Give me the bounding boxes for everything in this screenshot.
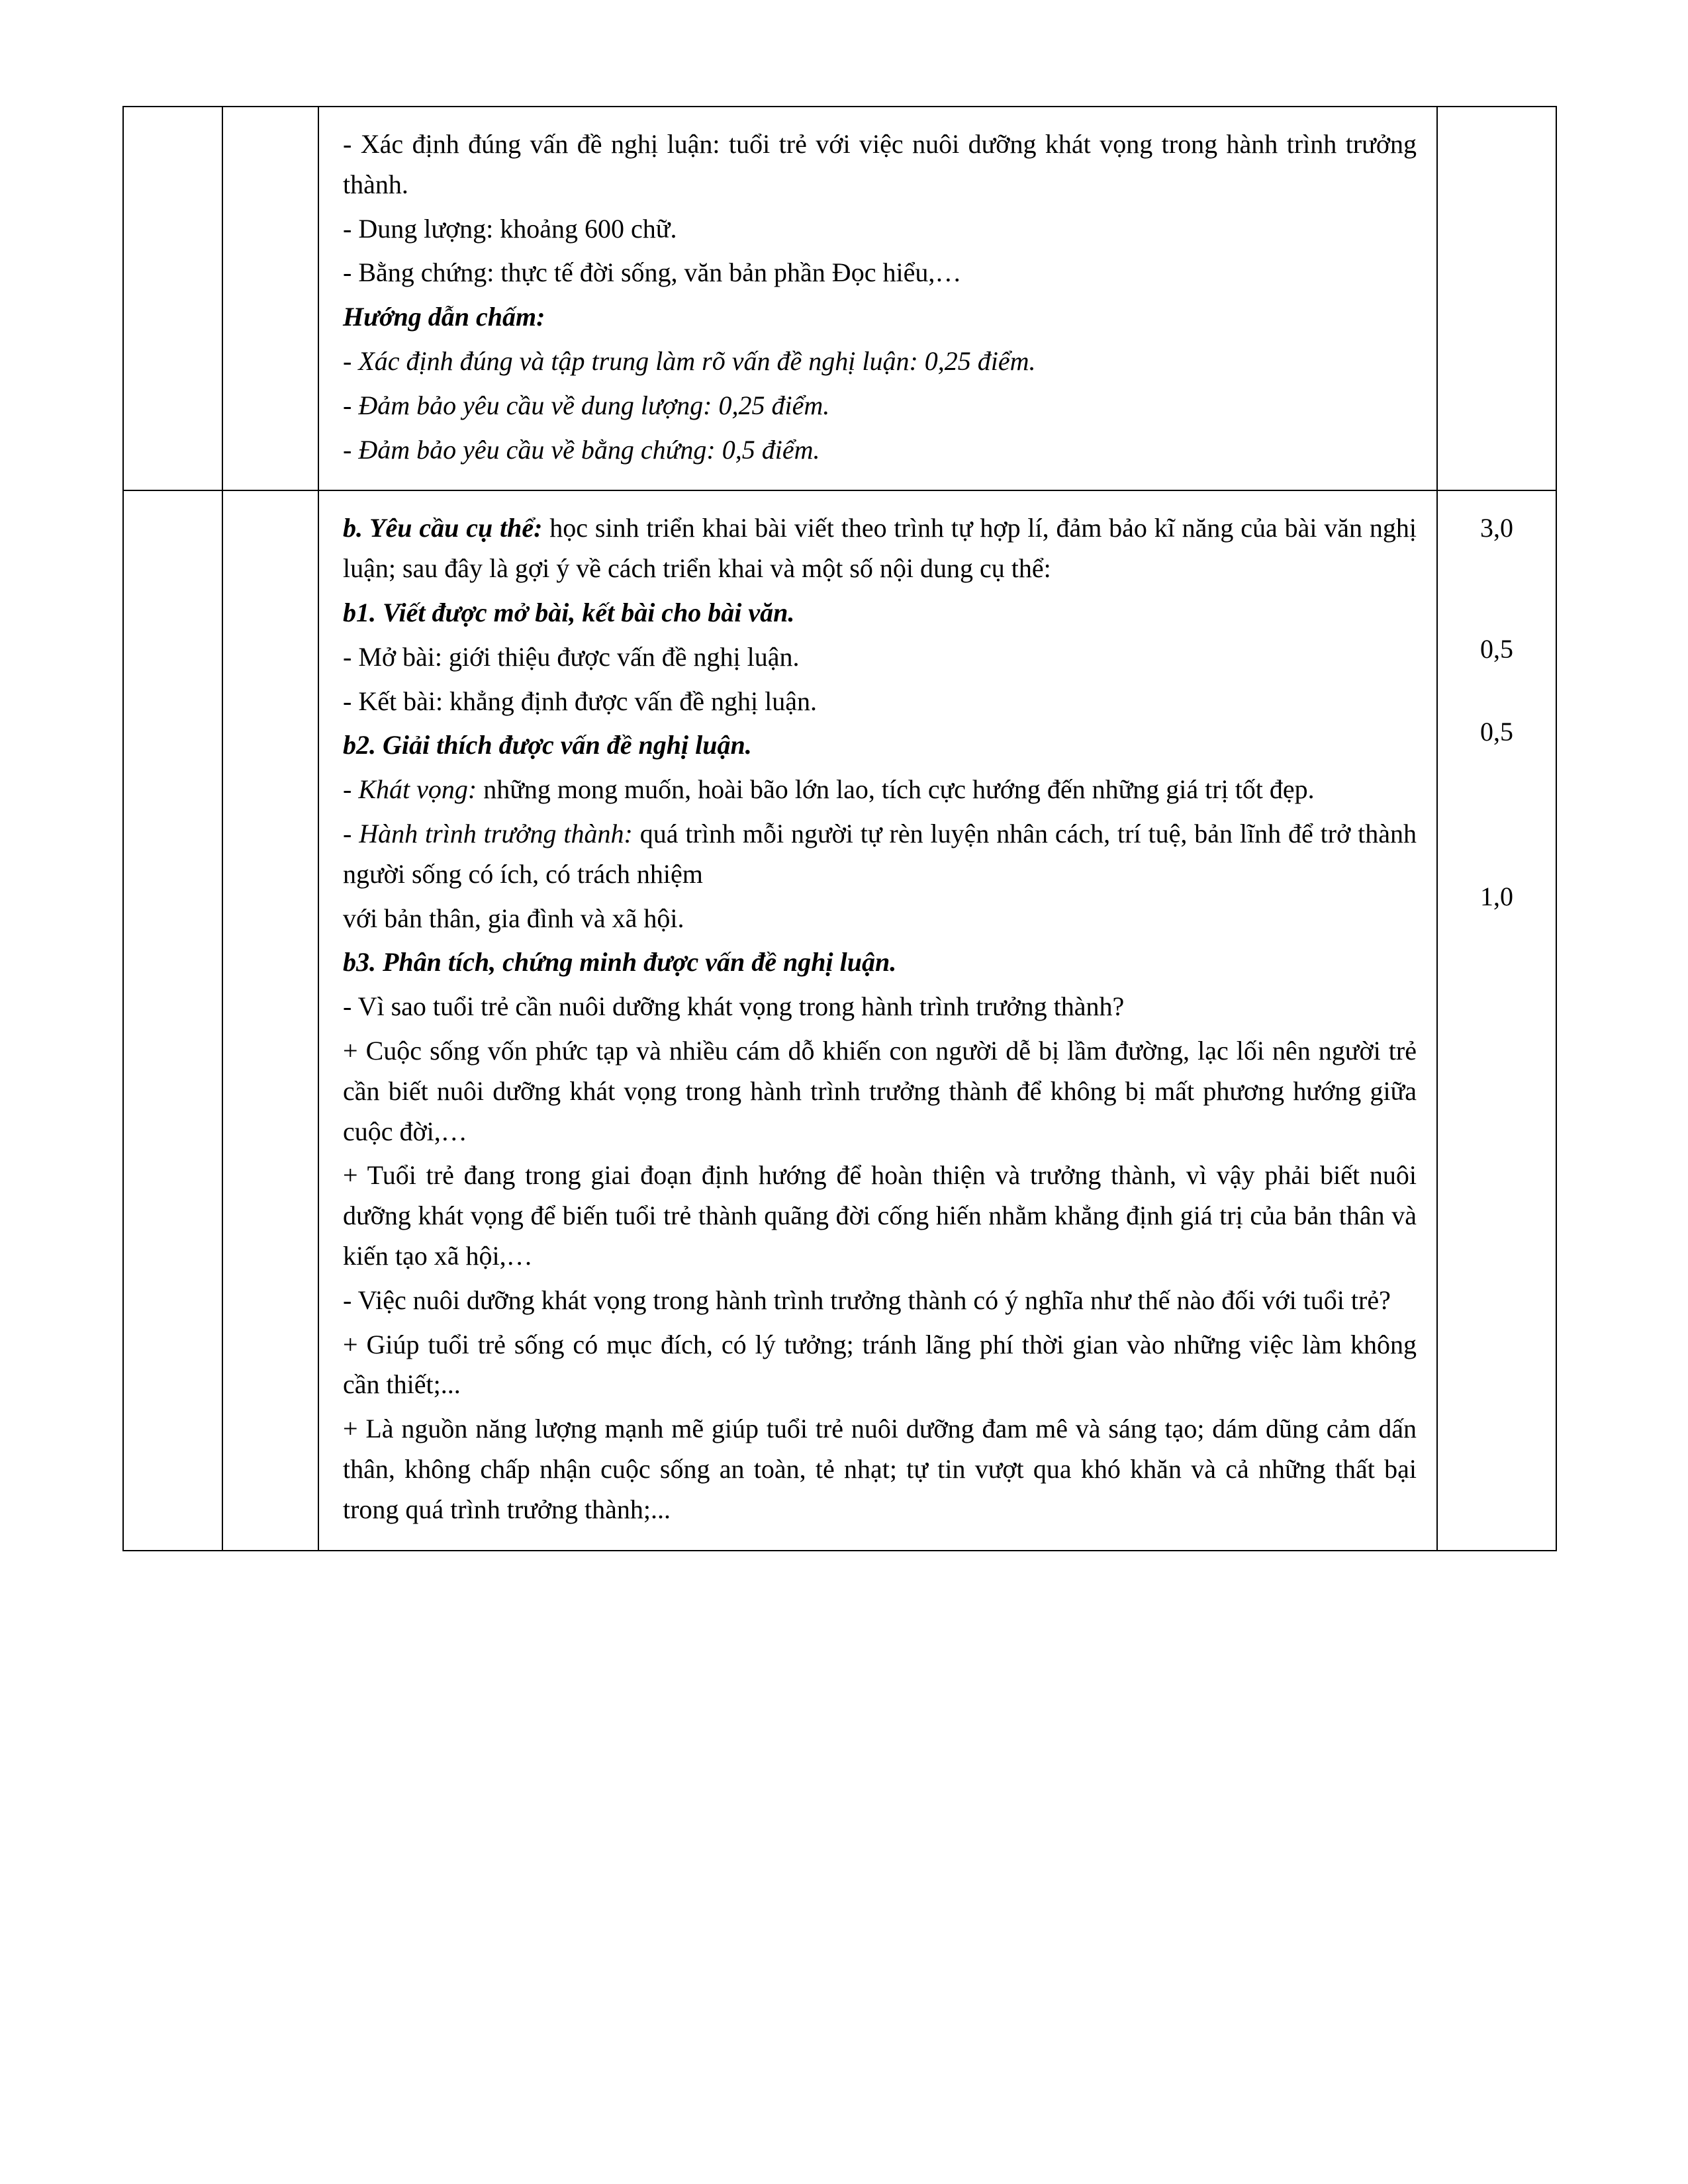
score-specific-requirements: 3,0: [1480, 513, 1513, 543]
heading-b2: b2. Giải thích được vấn đề nghị luận.: [343, 730, 752, 760]
b3-line-why-question: - Vì sao tuổi trẻ cần nuôi dưỡng khát vọng trong hành trình trưởng thành?: [343, 991, 1125, 1022]
scoring-line-identify: - Xác định đúng và tập trung làm rõ vấn đề nghị luận: 0,25 điểm.: [343, 345, 1036, 376]
scoring-line-length: - Đảm bảo yêu cầu về dung lượng: 0,25 điểm.: [343, 390, 830, 420]
cell-score: [1437, 107, 1556, 490]
criteria-block-specific-requirements: [343, 508, 1417, 589]
table-row: [123, 107, 1556, 490]
cell-section-number: [222, 490, 318, 1550]
heading-b1: b1. Viết được mở bài, kết bài cho bài văn.: [343, 597, 795, 627]
b3-line-meaning-point-1: + Giúp tuổi trẻ sống có mục đích, có lý tưởng; tránh lãng phí thời gian vào những việc làm không cần thiết;...: [343, 1329, 1417, 1400]
cell-question-number: [123, 107, 222, 490]
b3-line-why-point-2: + Tuổi trẻ đang trong giai đoạn định hướng để hoàn thiện và trưởng thành, vì vậy phải biết nuôi dưỡng khát vọng để biến tuổi trẻ thành quãng đời cống hiến nhằm khẳng định giá trị của bản thân và kiến tạo xã hội,…: [343, 1160, 1417, 1271]
criteria-heading-scoring-guide: Hướng dẫn chấm:: [343, 302, 545, 332]
heading-specific-requirements-rest: học sinh triển khai bài viết theo trình tự hợp lí, đảm bảo kĩ năng của bài văn nghị luận; sau đây là gợi ý về cách triển khai và một số nội dung cụ thể:: [343, 513, 1417, 584]
b2-line-journey: - Hành trình trưởng thành: quá trình mỗi người tự rèn luyện nhân cách, trí tuệ, bản lĩnh để trở thành người sống có ích, có trách nhiệm: [343, 818, 1417, 889]
criteria-line-evidence: - Bằng chứng: thực tế đời sống, văn bản phần Đọc hiểu,…: [343, 257, 962, 288]
b3-line-meaning-point-2: + Là nguồn năng lượng mạnh mẽ giúp tuổi trẻ nuôi dưỡng đam mê và sáng tạo; dám dũng cảm dấn thân, không chấp nhận cuộc sống an toàn, tẻ nhạt; tự tin vượt qua khó khăn và cả những thất bại trong quá trình trưởng thành;...: [343, 1414, 1417, 1524]
cell-score: [1437, 490, 1556, 1550]
score-b1: 0,5: [1480, 634, 1513, 664]
b1-line-closing: - Kết bài: khẳng định được vấn đề nghị luận.: [343, 686, 817, 716]
score-b2: 0,5: [1480, 716, 1513, 747]
table-row: [123, 490, 1556, 1550]
scoring-line-evidence: - Đảm bảo yêu cầu về bằng chứng: 0,5 điểm.: [343, 434, 820, 465]
cell-criteria-content: [318, 107, 1437, 490]
heading-b3: b3. Phân tích, chứng minh được vấn đề nghị luận.: [343, 947, 897, 978]
b1-line-opening: - Mở bài: giới thiệu được vấn đề nghị luận.: [343, 641, 800, 672]
criteria-line-length: - Dung lượng: khoảng 600 chữ.: [343, 213, 677, 244]
cell-question-number: [123, 490, 222, 1550]
score-b3: 1,0: [1480, 881, 1513, 911]
score-spacer: [1454, 670, 1540, 712]
heading-specific-requirements: b. Yêu cầu cụ thể:: [343, 513, 543, 543]
score-spacer: [1454, 549, 1540, 629]
criteria-line-identify-issue: - Xác định đúng vấn đề nghị luận: tuổi trẻ với việc nuôi dưỡng khát vọng trong hành trình trưởng thành.: [343, 129, 1417, 199]
cell-criteria-content: [318, 490, 1437, 1550]
b2-line-aspiration: - Khát vọng: những mong muốn, hoài bão lớn lao, tích cực hướng đến những giá trị tốt đẹp.: [343, 774, 1315, 805]
grading-rubric-table: [122, 106, 1557, 1551]
cell-section-number: [222, 107, 318, 490]
b3-line-meaning-question: - Việc nuôi dưỡng khát vọng trong hành trình trưởng thành có ý nghĩa như thế nào đối với tuổi trẻ?: [343, 1285, 1391, 1315]
b2-line-journey-cont: với bản thân, gia đình và xã hội.: [343, 903, 684, 933]
b3-line-why-point-1: + Cuộc sống vốn phức tạp và nhiều cám dỗ khiến con người dễ bị lầm đường, lạc lối nên người trẻ cần biết nuôi dưỡng khát vọng trong hành trình trưởng thành để không bị mất phương hướng giữa cuộc đời,…: [343, 1035, 1417, 1146]
score-spacer: [1454, 752, 1540, 877]
